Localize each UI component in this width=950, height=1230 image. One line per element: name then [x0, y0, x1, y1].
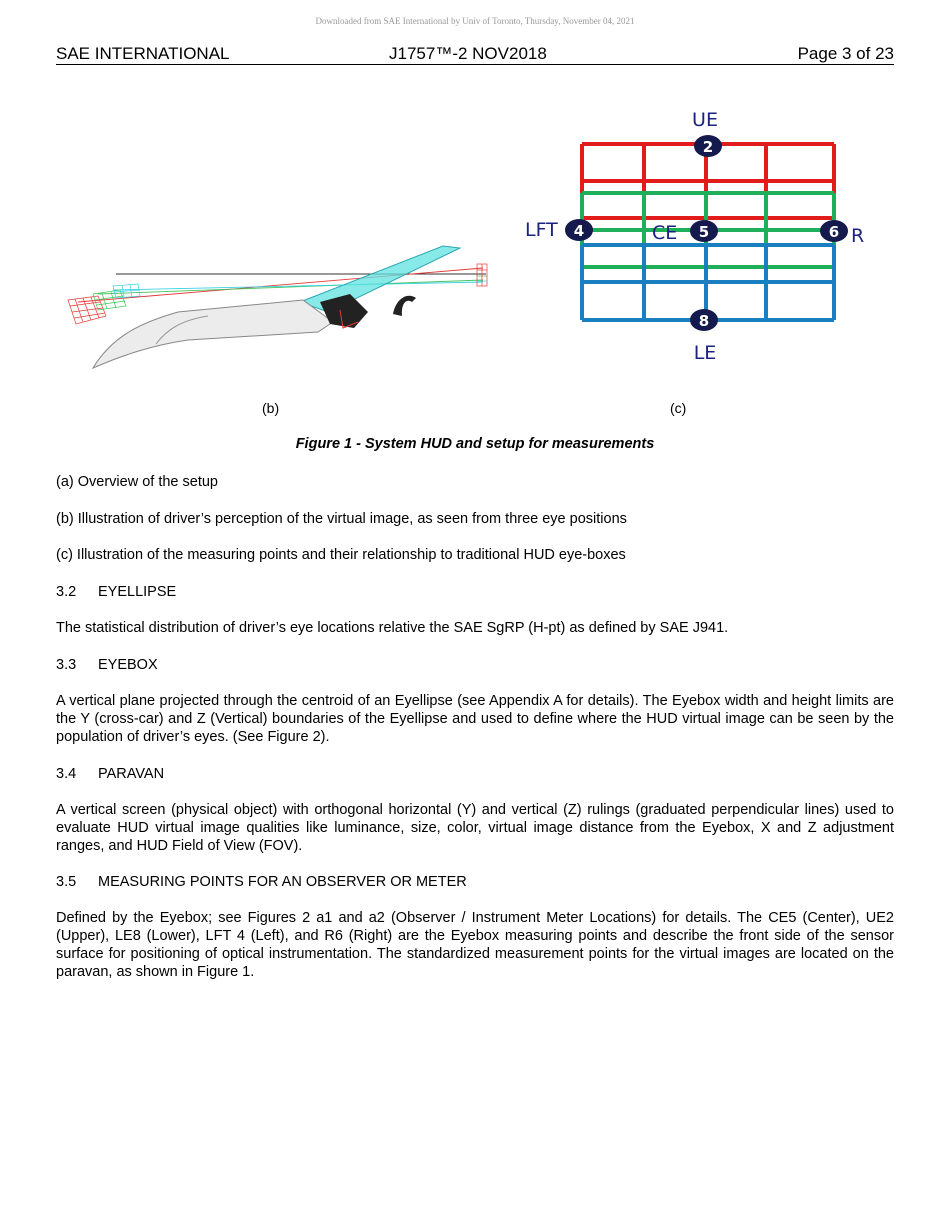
download-watermark: Downloaded from SAE International by Univ of Toronto, Thursday, November 04, 2021: [315, 16, 635, 26]
grid-blue: [582, 245, 834, 320]
label-le: LE: [693, 342, 717, 364]
section-title: PARAVAN: [98, 766, 165, 782]
header-publisher: SAE INTERNATIONAL: [56, 44, 230, 63]
section-heading-3-4: [56, 765, 894, 783]
legend-b: (b) Illustration of driver’s perception of the virtual image, as seen from three eye positions: [56, 511, 627, 527]
steering-wheel: [393, 296, 416, 316]
figure-b-illustration: [58, 240, 498, 380]
point-lft4-number: 4: [573, 222, 585, 240]
point-le8: [690, 309, 718, 331]
legend-a: (a) Overview of the setup: [56, 474, 218, 490]
point-ce5-number: 5: [698, 223, 710, 241]
label-ce: CE: [652, 222, 678, 244]
legend-c: (c) Illustration of the measuring points and their relationship to traditional HUD eye-boxes: [56, 547, 626, 563]
subfigure-c-label: (c): [670, 400, 687, 416]
section-heading-3-5: [56, 873, 894, 891]
section-body-3-4: A vertical screen (physical object) with orthogonal horizontal (Y) and vertical (Z) rulings (graduated perpendicular lines) used to evaluate HUD virtual image qualities like luminance, size, color, virtual image distance from the Eyebox, X and Z adjustment ranges, and HUD Field of View (FOV).: [56, 802, 894, 854]
section-number: 3.4: [56, 766, 77, 782]
subfigure-b-label: (b): [262, 400, 280, 416]
point-ce5: [690, 220, 718, 242]
point-r6: [820, 220, 848, 242]
section-title: MEASURING POINTS FOR AN OBSERVER OR METER: [98, 874, 467, 890]
point-ue2-number: 2: [702, 138, 714, 156]
section-number: 3.2: [56, 584, 77, 600]
figure-c-eyebox-grid: [520, 100, 870, 370]
section-title: EYEBOX: [98, 657, 158, 673]
header-doc-id: J1757™-2 NOV2018: [389, 44, 547, 63]
ray-green: [98, 280, 483, 294]
dashboard: [93, 300, 333, 368]
section-body-3-2: The statistical distribution of driver’s eye locations relative the SAE SgRP (H-pt) as defined by SAE J941.: [56, 620, 729, 636]
page-header: [56, 44, 894, 65]
point-ue2: [694, 135, 722, 157]
ray-red: [78, 268, 483, 302]
section-heading-3-3: [56, 656, 894, 674]
section-body-3-3: A vertical plane projected through the centroid of an Eyellipse (see Appendix A for details). The Eyebox width and height limits are the Y (cross-car) and Z (Vertical) boundaries of the Eyellipse and used to define where the HUD virtual image can be seen by the population of driver’s eyes. (See Figure 2).: [56, 693, 894, 745]
point-r6-number: 6: [828, 223, 840, 241]
header-page-number: Page 3 of 23: [797, 44, 894, 63]
section-number: 3.3: [56, 657, 77, 673]
figure-caption: Figure 1 - System HUD and setup for measurements: [295, 436, 655, 452]
paravan-far: [477, 264, 487, 286]
label-ue: UE: [692, 109, 718, 131]
point-lft4: [565, 219, 593, 241]
section-title: EYELLIPSE: [98, 584, 177, 600]
label-r: R: [851, 225, 865, 247]
point-le8-number: 8: [698, 312, 710, 330]
label-lft: LFT: [525, 219, 558, 241]
section-body-3-5: Defined by the Eyebox; see Figures 2 a1 and a2 (Observer / Instrument Meter Locations) for details. The CE5 (Center), UE2 (Upper), LE8 (Lower), LFT 4 (Left), and R6 (Right) are the Eyebox measuring points and describe the front side of the sensor surface for positioning of optical instrumentation. The standardized measurement points for the virtual images are located on the paravan, as shown in Figure 1.: [56, 910, 894, 980]
section-number: 3.5: [56, 874, 77, 890]
virtual-image-cyan: [113, 284, 140, 298]
section-heading-3-2: [56, 583, 894, 601]
